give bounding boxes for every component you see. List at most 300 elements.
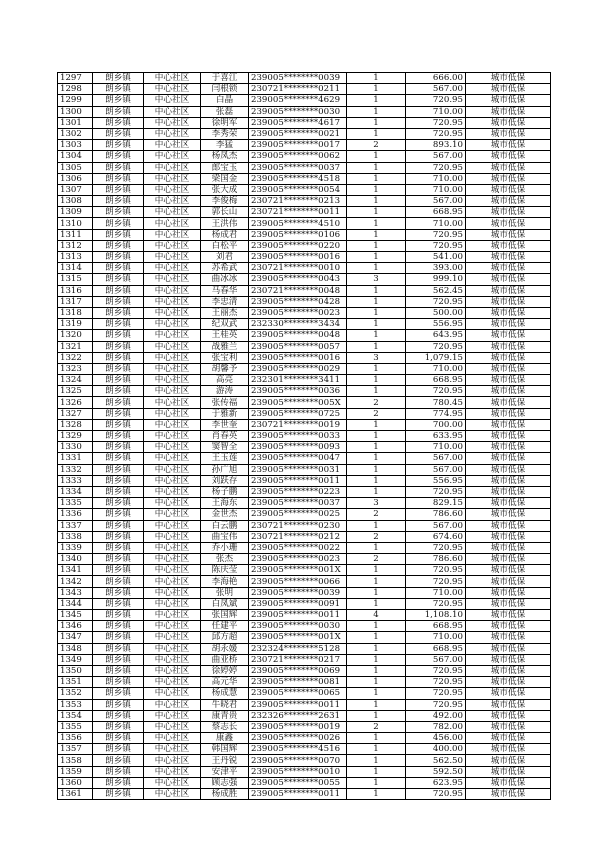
household-size-cell: 3	[347, 498, 406, 509]
category-cell: 城市低保	[466, 218, 551, 229]
community-cell: 中心社区	[144, 531, 201, 542]
community-cell: 中心社区	[144, 654, 201, 665]
category-cell: 城市低保	[466, 733, 551, 744]
category-cell: 城市低保	[466, 173, 551, 184]
table-row	[58, 408, 551, 419]
table-row	[58, 95, 551, 106]
row-number-cell: 1345	[58, 610, 93, 621]
name-cell: 李秀荣	[201, 128, 249, 139]
name-cell: 梁国金	[201, 173, 249, 184]
household-size-cell: 1	[347, 196, 406, 207]
amount-cell: 710.00	[406, 184, 466, 195]
row-number-cell: 1298	[58, 84, 93, 95]
town-cell: 朗乡镇	[93, 229, 144, 240]
table-row	[58, 542, 551, 553]
category-cell: 城市低保	[466, 766, 551, 777]
category-cell: 城市低保	[466, 117, 551, 128]
community-cell: 中心社区	[144, 240, 201, 251]
household-size-cell: 1	[347, 375, 406, 386]
table-row	[58, 498, 551, 509]
town-cell: 朗乡镇	[93, 431, 144, 442]
household-size-cell: 1	[347, 184, 406, 195]
id-number-cell: 232301********3411	[249, 375, 347, 386]
name-cell: 杨成君	[201, 229, 249, 240]
id-number-cell: 239005********0039	[249, 73, 347, 84]
town-cell: 朗乡镇	[93, 386, 144, 397]
amount-cell: 668.95	[406, 643, 466, 654]
category-cell: 城市低保	[466, 565, 551, 576]
town-cell: 朗乡镇	[93, 755, 144, 766]
community-cell: 中心社区	[144, 554, 201, 565]
household-size-cell: 2	[347, 509, 406, 520]
id-number-cell: 239005********0055	[249, 777, 347, 788]
household-size-cell: 1	[347, 643, 406, 654]
household-size-cell: 1	[347, 654, 406, 665]
id-number-cell: 239005********0011	[249, 610, 347, 621]
name-cell: 肖春英	[201, 431, 249, 442]
row-number-cell: 1313	[58, 252, 93, 263]
row-number-cell: 1299	[58, 95, 93, 106]
town-cell: 朗乡镇	[93, 520, 144, 531]
town-cell: 朗乡镇	[93, 621, 144, 632]
town-cell: 朗乡镇	[93, 587, 144, 598]
amount-cell: 500.00	[406, 307, 466, 318]
name-cell: 杨成胜	[201, 789, 249, 800]
household-size-cell: 1	[347, 151, 406, 162]
amount-cell: 720.95	[406, 688, 466, 699]
household-size-cell: 1	[347, 442, 406, 453]
row-number-cell: 1344	[58, 598, 93, 609]
amount-cell: 492.00	[406, 710, 466, 721]
amount-cell: 562.50	[406, 755, 466, 766]
amount-cell: 999.10	[406, 274, 466, 285]
community-cell: 中心社区	[144, 352, 201, 363]
town-cell: 朗乡镇	[93, 576, 144, 587]
id-number-cell: 239005********0029	[249, 363, 347, 374]
table-row	[58, 397, 551, 408]
community-cell: 中心社区	[144, 710, 201, 721]
table-row	[58, 598, 551, 609]
household-size-cell: 1	[347, 218, 406, 229]
id-number-cell: 239005********0223	[249, 486, 347, 497]
amount-cell: 720.95	[406, 95, 466, 106]
name-cell: 王玉莲	[201, 453, 249, 464]
town-cell: 朗乡镇	[93, 654, 144, 665]
household-size-cell: 1	[347, 755, 406, 766]
name-cell: 王桂英	[201, 330, 249, 341]
category-cell: 城市低保	[466, 442, 551, 453]
name-cell: 张杰	[201, 554, 249, 565]
community-cell: 中心社区	[144, 207, 201, 218]
category-cell: 城市低保	[466, 84, 551, 95]
table-row	[58, 274, 551, 285]
table-row	[58, 106, 551, 117]
row-number-cell: 1325	[58, 386, 93, 397]
town-cell: 朗乡镇	[93, 196, 144, 207]
id-number-cell: 239005********0037	[249, 498, 347, 509]
id-number-cell: 232326********2631	[249, 710, 347, 721]
category-cell: 城市低保	[466, 654, 551, 665]
table-row	[58, 151, 551, 162]
category-cell: 城市低保	[466, 509, 551, 520]
name-cell: 顾志强	[201, 777, 249, 788]
table-row	[58, 207, 551, 218]
row-number-cell: 1353	[58, 699, 93, 710]
name-cell: 孙广旭	[201, 464, 249, 475]
id-number-cell: 239005********0016	[249, 352, 347, 363]
table-row	[58, 117, 551, 128]
amount-cell: 393.00	[406, 263, 466, 274]
name-cell: 马春华	[201, 285, 249, 296]
table-row	[58, 84, 551, 95]
row-number-cell: 1360	[58, 777, 93, 788]
id-number-cell: 239005********0725	[249, 408, 347, 419]
town-cell: 朗乡镇	[93, 632, 144, 643]
household-size-cell: 2	[347, 397, 406, 408]
amount-cell: 720.95	[406, 117, 466, 128]
amount-cell: 720.95	[406, 296, 466, 307]
town-cell: 朗乡镇	[93, 408, 144, 419]
amount-cell: 786.60	[406, 554, 466, 565]
community-cell: 中心社区	[144, 184, 201, 195]
row-number-cell: 1302	[58, 128, 93, 139]
household-size-cell: 1	[347, 285, 406, 296]
amount-cell: 710.00	[406, 106, 466, 117]
row-number-cell: 1304	[58, 151, 93, 162]
town-cell: 朗乡镇	[93, 84, 144, 95]
row-number-cell: 1334	[58, 486, 93, 497]
table-row	[58, 554, 551, 565]
household-size-cell: 1	[347, 363, 406, 374]
category-cell: 城市低保	[466, 375, 551, 386]
amount-cell: 720.95	[406, 699, 466, 710]
table-row	[58, 710, 551, 721]
household-size-cell: 3	[347, 352, 406, 363]
community-cell: 中心社区	[144, 117, 201, 128]
row-number-cell: 1352	[58, 688, 93, 699]
table-row	[58, 721, 551, 732]
table-row	[58, 196, 551, 207]
id-number-cell: 230721********0230	[249, 520, 347, 531]
row-number-cell: 1309	[58, 207, 93, 218]
row-number-cell: 1338	[58, 531, 93, 542]
row-number-cell: 1317	[58, 296, 93, 307]
category-cell: 城市低保	[466, 542, 551, 553]
table-row	[58, 128, 551, 139]
household-size-cell: 1	[347, 464, 406, 475]
name-cell: 游涛	[201, 386, 249, 397]
name-cell: 白晶	[201, 95, 249, 106]
table-row	[58, 486, 551, 497]
town-cell: 朗乡镇	[93, 766, 144, 777]
name-cell: 于雅新	[201, 408, 249, 419]
category-cell: 城市低保	[466, 531, 551, 542]
community-cell: 中心社区	[144, 196, 201, 207]
town-cell: 朗乡镇	[93, 509, 144, 520]
id-number-cell: 230721********0010	[249, 263, 347, 274]
town-cell: 朗乡镇	[93, 207, 144, 218]
category-cell: 城市低保	[466, 431, 551, 442]
community-cell: 中心社区	[144, 95, 201, 106]
town-cell: 朗乡镇	[93, 442, 144, 453]
household-size-cell: 1	[347, 84, 406, 95]
household-size-cell: 1	[347, 677, 406, 688]
household-size-cell: 1	[347, 207, 406, 218]
community-cell: 中心社区	[144, 777, 201, 788]
table-row	[58, 475, 551, 486]
row-number-cell: 1324	[58, 375, 93, 386]
town-cell: 朗乡镇	[93, 375, 144, 386]
household-size-cell: 1	[347, 106, 406, 117]
row-number-cell: 1326	[58, 397, 93, 408]
name-cell: 杨凤杰	[201, 151, 249, 162]
name-cell: 于喜江	[201, 73, 249, 84]
table-row	[58, 352, 551, 363]
table-row	[58, 330, 551, 341]
name-cell: 韩国辉	[201, 744, 249, 755]
town-cell: 朗乡镇	[93, 453, 144, 464]
name-cell: 徐明军	[201, 117, 249, 128]
amount-cell: 710.00	[406, 587, 466, 598]
name-cell: 杨子鹏	[201, 486, 249, 497]
name-cell: 王海东	[201, 498, 249, 509]
category-cell: 城市低保	[466, 196, 551, 207]
amount-cell: 400.00	[406, 744, 466, 755]
amount-cell: 893.10	[406, 140, 466, 151]
household-size-cell: 1	[347, 621, 406, 632]
amount-cell: 710.00	[406, 442, 466, 453]
id-number-cell: 239005********0091	[249, 598, 347, 609]
row-number-cell: 1319	[58, 319, 93, 330]
id-number-cell: 239005********0011	[249, 699, 347, 710]
category-cell: 城市低保	[466, 621, 551, 632]
category-cell: 城市低保	[466, 665, 551, 676]
town-cell: 朗乡镇	[93, 162, 144, 173]
row-number-cell: 1347	[58, 632, 93, 643]
id-number-cell: 232330********3434	[249, 319, 347, 330]
household-size-cell: 1	[347, 263, 406, 274]
town-cell: 朗乡镇	[93, 419, 144, 430]
row-number-cell: 1328	[58, 419, 93, 430]
community-cell: 中心社区	[144, 319, 201, 330]
id-number-cell: 239005********4629	[249, 95, 347, 106]
table-row	[58, 285, 551, 296]
table-row	[58, 777, 551, 788]
name-cell: 李俊梅	[201, 196, 249, 207]
category-cell: 城市低保	[466, 229, 551, 240]
id-number-cell: 239005********4510	[249, 218, 347, 229]
community-cell: 中心社区	[144, 632, 201, 643]
amount-cell: 720.95	[406, 789, 466, 800]
community-cell: 中心社区	[144, 598, 201, 609]
household-size-cell: 1	[347, 296, 406, 307]
town-cell: 朗乡镇	[93, 173, 144, 184]
household-size-cell: 1	[347, 330, 406, 341]
row-number-cell: 1321	[58, 341, 93, 352]
amount-cell: 668.95	[406, 375, 466, 386]
name-cell: 张明	[201, 587, 249, 598]
amount-cell: 666.00	[406, 73, 466, 84]
amount-cell: 633.95	[406, 431, 466, 442]
table-row	[58, 677, 551, 688]
amount-cell: 567.00	[406, 84, 466, 95]
name-cell: 李世奎	[201, 419, 249, 430]
id-number-cell: 239005********0066	[249, 576, 347, 587]
town-cell: 朗乡镇	[93, 688, 144, 699]
id-number-cell: 239005********0030	[249, 621, 347, 632]
name-cell: 郎宝玉	[201, 162, 249, 173]
town-cell: 朗乡镇	[93, 789, 144, 800]
town-cell: 朗乡镇	[93, 464, 144, 475]
community-cell: 中心社区	[144, 285, 201, 296]
id-number-cell: 239005********0023	[249, 307, 347, 318]
row-number-cell: 1332	[58, 464, 93, 475]
community-cell: 中心社区	[144, 766, 201, 777]
community-cell: 中心社区	[144, 587, 201, 598]
amount-cell: 774.95	[406, 408, 466, 419]
town-cell: 朗乡镇	[93, 733, 144, 744]
community-cell: 中心社区	[144, 442, 201, 453]
amount-cell: 710.00	[406, 363, 466, 374]
name-cell: 任建平	[201, 621, 249, 632]
table-row	[58, 733, 551, 744]
community-cell: 中心社区	[144, 621, 201, 632]
row-number-cell: 1320	[58, 330, 93, 341]
household-size-cell: 1	[347, 665, 406, 676]
category-cell: 城市低保	[466, 677, 551, 688]
household-size-cell: 1	[347, 431, 406, 442]
row-number-cell: 1358	[58, 755, 93, 766]
table-row	[58, 218, 551, 229]
amount-cell: 567.00	[406, 654, 466, 665]
community-cell: 中心社区	[144, 162, 201, 173]
table-row	[58, 363, 551, 374]
amount-cell: 623.95	[406, 777, 466, 788]
community-cell: 中心社区	[144, 699, 201, 710]
row-number-cell: 1330	[58, 442, 93, 453]
household-size-cell: 1	[347, 688, 406, 699]
household-size-cell: 1	[347, 710, 406, 721]
row-number-cell: 1308	[58, 196, 93, 207]
town-cell: 朗乡镇	[93, 486, 144, 497]
amount-cell: 592.50	[406, 766, 466, 777]
id-number-cell: 239005********0023	[249, 554, 347, 565]
name-cell: 张国辉	[201, 610, 249, 621]
category-cell: 城市低保	[466, 789, 551, 800]
table-row	[58, 665, 551, 676]
name-cell: 张宝利	[201, 352, 249, 363]
community-cell: 中心社区	[144, 464, 201, 475]
row-number-cell: 1354	[58, 710, 93, 721]
row-number-cell: 1339	[58, 542, 93, 553]
table-row	[58, 375, 551, 386]
community-cell: 中心社区	[144, 721, 201, 732]
amount-cell: 567.00	[406, 520, 466, 531]
amount-cell: 668.95	[406, 621, 466, 632]
id-number-cell: 239005********0093	[249, 442, 347, 453]
table-row	[58, 610, 551, 621]
id-number-cell: 230721********0212	[249, 531, 347, 542]
category-cell: 城市低保	[466, 151, 551, 162]
row-number-cell: 1323	[58, 363, 93, 374]
table-row	[58, 643, 551, 654]
town-cell: 朗乡镇	[93, 352, 144, 363]
community-cell: 中心社区	[144, 475, 201, 486]
id-number-cell: 239005********0081	[249, 677, 347, 688]
name-cell: 胡永媛	[201, 643, 249, 654]
category-cell: 城市低保	[466, 755, 551, 766]
row-number-cell: 1307	[58, 184, 93, 195]
category-cell: 城市低保	[466, 363, 551, 374]
name-cell: 蔡志长	[201, 721, 249, 732]
household-size-cell: 1	[347, 419, 406, 430]
id-number-cell: 239005********0017	[249, 140, 347, 151]
row-number-cell: 1343	[58, 587, 93, 598]
amount-cell: 720.95	[406, 162, 466, 173]
community-cell: 中心社区	[144, 486, 201, 497]
row-number-cell: 1303	[58, 140, 93, 151]
name-cell: 邱方超	[201, 632, 249, 643]
community-cell: 中心社区	[144, 688, 201, 699]
name-cell: 张磊	[201, 106, 249, 117]
name-cell: 苏希武	[201, 263, 249, 274]
amount-cell: 720.95	[406, 240, 466, 251]
town-cell: 朗乡镇	[93, 184, 144, 195]
name-cell: 闫根锁	[201, 84, 249, 95]
household-size-cell: 1	[347, 240, 406, 251]
category-cell: 城市低保	[466, 397, 551, 408]
category-cell: 城市低保	[466, 386, 551, 397]
community-cell: 中心社区	[144, 263, 201, 274]
amount-cell: 720.95	[406, 665, 466, 676]
table-row	[58, 789, 551, 800]
amount-cell: 720.95	[406, 542, 466, 553]
household-size-cell: 1	[347, 128, 406, 139]
row-number-cell: 1314	[58, 263, 93, 274]
town-cell: 朗乡镇	[93, 330, 144, 341]
household-size-cell: 1	[347, 733, 406, 744]
town-cell: 朗乡镇	[93, 252, 144, 263]
town-cell: 朗乡镇	[93, 106, 144, 117]
id-number-cell: 239005********0011	[249, 475, 347, 486]
name-cell: 徐婷婷	[201, 665, 249, 676]
name-cell: 曲亚桥	[201, 654, 249, 665]
table-row	[58, 73, 551, 84]
household-size-cell: 1	[347, 162, 406, 173]
id-number-cell: 239005********0037	[249, 162, 347, 173]
amount-cell: 720.95	[406, 677, 466, 688]
household-size-cell: 2	[347, 408, 406, 419]
id-number-cell: 239005********0070	[249, 755, 347, 766]
row-number-cell: 1361	[58, 789, 93, 800]
table-row	[58, 464, 551, 475]
category-cell: 城市低保	[466, 330, 551, 341]
table-row	[58, 453, 551, 464]
amount-cell: 720.95	[406, 486, 466, 497]
row-number-cell: 1318	[58, 307, 93, 318]
community-cell: 中心社区	[144, 755, 201, 766]
name-cell: 高元华	[201, 677, 249, 688]
id-number-cell: 230721********0217	[249, 654, 347, 665]
community-cell: 中心社区	[144, 509, 201, 520]
table-row	[58, 386, 551, 397]
town-cell: 朗乡镇	[93, 744, 144, 755]
row-number-cell: 1341	[58, 565, 93, 576]
table-body	[58, 73, 551, 800]
id-number-cell: 239005********0016	[249, 252, 347, 263]
community-cell: 中心社区	[144, 296, 201, 307]
community-cell: 中心社区	[144, 677, 201, 688]
